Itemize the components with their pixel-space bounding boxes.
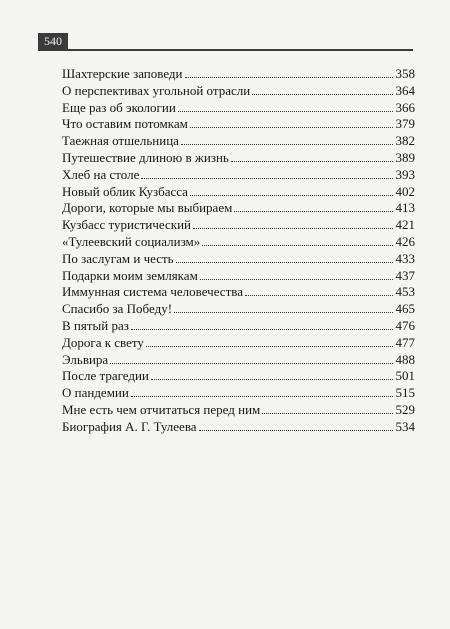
toc-entry [62,100,415,117]
toc-entry [62,116,415,133]
toc-entry [62,217,415,234]
toc-dot-leader [200,279,393,280]
toc-entry-page: 488 [395,351,415,367]
toc-entry-title: Хлеб на столе [62,166,140,182]
toc-entry [62,251,415,268]
toc-entry-title: После трагедии [62,368,149,384]
toc-entry-page: 379 [395,116,415,132]
toc-entry [62,385,415,402]
toc-entry-page: 529 [395,401,415,417]
toc-entry-page: 515 [395,385,415,401]
toc-entry-page: 421 [395,217,415,233]
toc-entry-title: Что оставим потомкам [62,116,188,132]
toc-entry-title: По заслугам и честь [62,250,174,266]
toc-entry [62,318,415,335]
toc-entry-title: Эльвира [62,351,109,367]
toc-dot-leader [178,111,393,112]
toc-dot-leader [176,262,393,263]
page-number: 540 [38,33,68,50]
toc-entry [62,268,415,285]
table-of-contents [62,66,415,436]
toc-dot-leader [131,396,393,397]
toc-entry-title: Новый облик Кузбасса [62,183,188,199]
toc-dot-leader [110,363,392,364]
toc-dot-leader [262,413,392,414]
toc-entry-page: 437 [395,267,415,283]
toc-entry-page: 358 [395,66,415,81]
toc-entry-title: Мне есть чем отчитаться перед ним [62,401,261,417]
toc-entry [62,83,415,100]
toc-dot-leader [193,228,392,229]
toc-entry-page: 453 [395,284,415,300]
toc-entry-title: В пятый раз [62,317,129,333]
toc-entry-title: Спасибо за Победу! [62,301,173,317]
toc-entry-page: 366 [395,99,415,115]
toc-entry-title: Таежная отшельница [62,133,179,149]
toc-entry [62,284,415,301]
toc-entry-title: О пандемии [62,385,129,401]
toc-dot-leader [146,346,393,347]
toc-entry-page: 476 [395,317,415,333]
toc-entry-title: Дороги, которые мы выбираем [62,200,233,216]
toc-entry-page: 402 [395,183,415,199]
toc-dot-leader [185,77,393,78]
toc-dot-leader [141,178,392,179]
header-rule [38,49,413,51]
toc-dot-leader [231,161,393,162]
toc-entry-title: Еще раз об экологии [62,99,176,115]
toc-entry-page: 477 [395,334,415,350]
toc-entry [62,352,415,369]
toc-dot-leader [245,295,393,296]
toc-entry-title: Путешествие длиною в жизнь [62,149,229,165]
toc-entry-page: 433 [395,250,415,266]
toc-entry-page: 382 [395,133,415,149]
toc-dot-leader [174,312,392,313]
toc-entry [62,419,415,436]
toc-entry [62,184,415,201]
toc-entry [62,66,415,83]
toc-dot-leader [131,329,393,330]
toc-entry [62,368,415,385]
toc-entry-page: 465 [395,301,415,317]
toc-entry-title: Подарки моим землякам [62,267,198,283]
toc-dot-leader [151,379,393,380]
toc-dot-leader [181,144,393,145]
toc-entry-title: Биография А. Г. Тулеева [62,418,197,434]
toc-entry-page: 501 [395,368,415,384]
toc-entry [62,167,415,184]
toc-entry-page: 413 [395,200,415,216]
toc-entry [62,200,415,217]
toc-dot-leader [252,94,392,95]
toc-entry-title: Кузбасс туристический [62,217,192,233]
toc-entry-title: Дорога к свету [62,334,144,350]
toc-entry-title: Шахтерские заповеди [62,66,183,81]
toc-entry-page: 534 [395,418,415,434]
toc-dot-leader [199,430,393,431]
toc-entry-page: 389 [395,149,415,165]
toc-entry-page: 426 [395,233,415,249]
toc-dot-leader [190,127,393,128]
toc-entry-page: 364 [395,82,415,98]
toc-entry [62,234,415,251]
toc-dot-leader [202,245,392,246]
toc-entry [62,402,415,419]
toc-entry [62,133,415,150]
toc-entry [62,335,415,352]
toc-entry-title: «Тулеевский социализм» [62,233,201,249]
toc-dot-leader [190,195,393,196]
toc-entry-page: 393 [395,166,415,182]
toc-entry [62,301,415,318]
toc-dot-leader [234,211,392,212]
toc-entry-title: Иммунная система человечества [62,284,243,300]
toc-entry-title: О перспективах угольной отрасли [62,82,251,98]
toc-entry [62,150,415,167]
